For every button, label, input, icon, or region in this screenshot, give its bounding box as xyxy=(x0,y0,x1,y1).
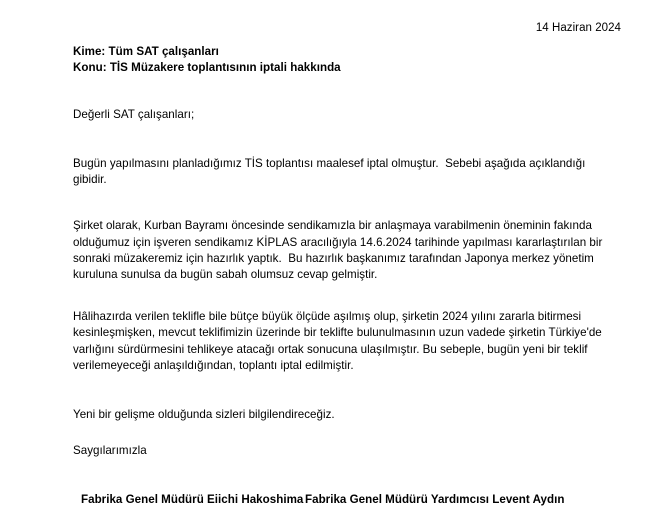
closing-statement: Yeni bir gelişme olduğunda sizleri bilgilendireceğiz. xyxy=(73,408,335,422)
body-paragraph-2: Şirket olarak, Kurban Bayramı öncesinde sendikamızla bir anlaşmaya varabilmenin öneminin fakında olduğumuz için işveren sendikamız KİPLAS aracılığıyla 14.6.2024 tarihinde yapılması kararlaştırılan bir sonraki müzakeremiz için hazırlık yaptık. Bu hazırlık başkanımız tarafından Japonya merkez yönetim kuruluna sunulsa da bugün sabah olumsuz cevap gelmiştir. xyxy=(73,219,606,282)
signature-row xyxy=(81,492,621,507)
regards-line: Saygılarımızla xyxy=(73,444,147,458)
salutation: Değerli SAT çalışanları; xyxy=(73,108,195,121)
body-paragraph-3: Hâlihazırda verilen teklifle bile bütçe büyük ölçüde aşılmış olup, şirketin 2024 yılını zararla bitirmesi kesinleşmişken, mevcut teklifimizin üzerinde bir teklifte bulunulmasının uzun vadede şirketin Türkiye'de varlığını sürdürmesini tehlikeye atacağı ortak sonucuna ulaşılmıştır. Bu sebeple, bugün yeni bir teklif verilemeyeceği anlaşıldığından, toplantı iptal edilmiştir. xyxy=(73,310,605,372)
recipient-line: Kime: Tüm SAT çalışanları xyxy=(73,45,219,58)
subject-line: Konu: TİS Müzakere toplantısının iptali hakkında xyxy=(73,60,341,74)
document-body xyxy=(73,0,621,507)
document-header-block xyxy=(73,44,621,75)
signature-deputy-general-manager: Fabrika Genel Müdürü Yardımcısı Levent Aydın xyxy=(305,493,565,507)
document-date: 14 Haziran 2024 xyxy=(535,22,621,34)
body-paragraph-1: Bugün yapılmasını planladığımız TİS toplantısı maalesef iptal olmuştur. Sebebi aşağıda açıklandığı gibidir. xyxy=(73,157,589,187)
signature-general-manager: Fabrika Genel Müdürü Eiichi Hakoshima xyxy=(81,493,304,507)
